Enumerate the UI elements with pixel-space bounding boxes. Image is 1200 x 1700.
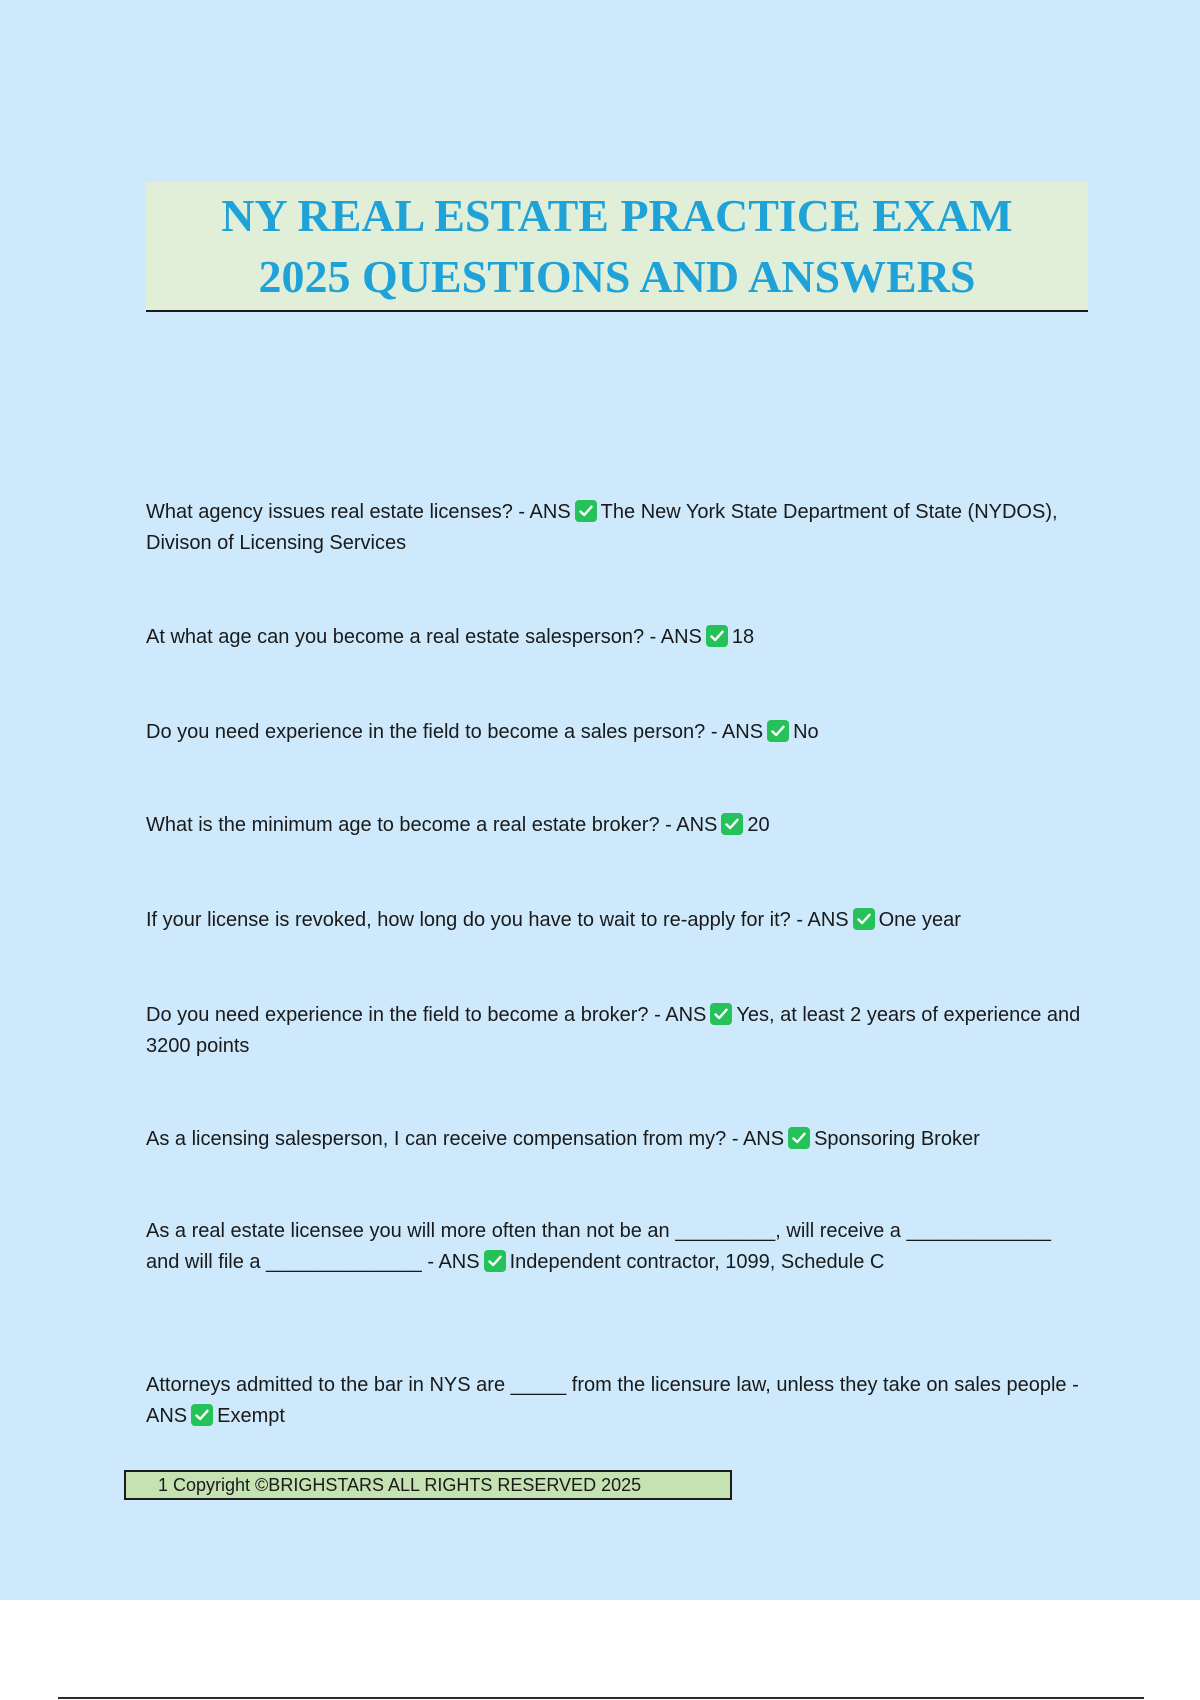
ans-label: - ANS [710,721,764,743]
answer-text: Independent contractor, 1099, Schedule C [509,1251,885,1273]
question-text: As a licensing salesperson, I can receive compensation from my? [146,1128,727,1150]
qa-item-7 [146,1124,1086,1155]
answer-text: 18 [731,626,755,648]
check-icon [484,1250,506,1272]
qa-item-4 [146,810,1086,841]
answer-text: Exempt [217,1405,285,1427]
check-icon [706,625,728,647]
ans-label: - ANS [731,1128,785,1150]
qa-item-2 [146,622,1086,653]
question-text: Do you need experience in the field to become a broker? [146,1004,649,1026]
qa-item-9 [146,1370,1086,1432]
title-line-2: 2025 QUESTIONS AND ANSWERS [258,251,976,302]
check-icon [710,1003,732,1025]
title-banner [146,182,1088,312]
ans-label: - ANS [796,909,849,931]
question-text: If your license is revoked, how long do you have to wait to re-apply for it? [146,909,791,931]
question-text: Attorneys admitted to the bar in NYS are _____ from the licensure law, unless they take on sales people [146,1374,1067,1396]
ans-label: - ANS [518,501,571,523]
ans-label: - ANS [665,814,718,836]
ans-label: - ANS [649,626,702,648]
qa-item-8 [146,1216,1086,1278]
ans-label: - ANS [427,1251,480,1273]
qa-item-6 [146,1000,1086,1062]
answer-text: Yes, at least 2 years of experience and 3200 points [146,1004,1081,1057]
answer-text: One year [878,909,961,931]
ans-label: - ANS [654,1004,707,1026]
check-icon [853,908,875,930]
qa-item-5 [146,905,1086,936]
title-line-1: NY REAL ESTATE PRACTICE EXAM [221,190,1013,241]
question-text: What is the minimum age to become a real estate broker? [146,814,660,836]
answer-text: The New York State Department of State (NYDOS), Divison of Licensing Services [146,501,1058,554]
question-text: As a real estate licensee you will more often than not be an _________, will receive a _____________ and will file a ______________ [146,1220,1052,1273]
bottom-divider [58,1697,1144,1699]
check-icon [767,720,789,742]
copyright-footer: 1 Copyright ©BRIGHSTARS ALL RIGHTS RESERVED 2025 [124,1470,732,1500]
answer-text: 20 [747,814,770,836]
question-text: What agency issues real estate licenses? [146,501,513,523]
ans-label: - ANS [146,1374,1079,1427]
check-icon [575,500,597,522]
check-icon [788,1127,810,1149]
question-text: At what age can you become a real estate salesperson? [146,626,645,648]
answer-text: Sponsoring Broker [814,1128,980,1150]
check-icon [191,1404,213,1426]
qa-item-1 [146,497,1086,559]
check-icon [721,813,743,835]
question-text: Do you need experience in the field to become a sales person? [146,721,706,743]
answer-text: No [793,721,819,743]
qa-item-3 [146,717,1086,748]
